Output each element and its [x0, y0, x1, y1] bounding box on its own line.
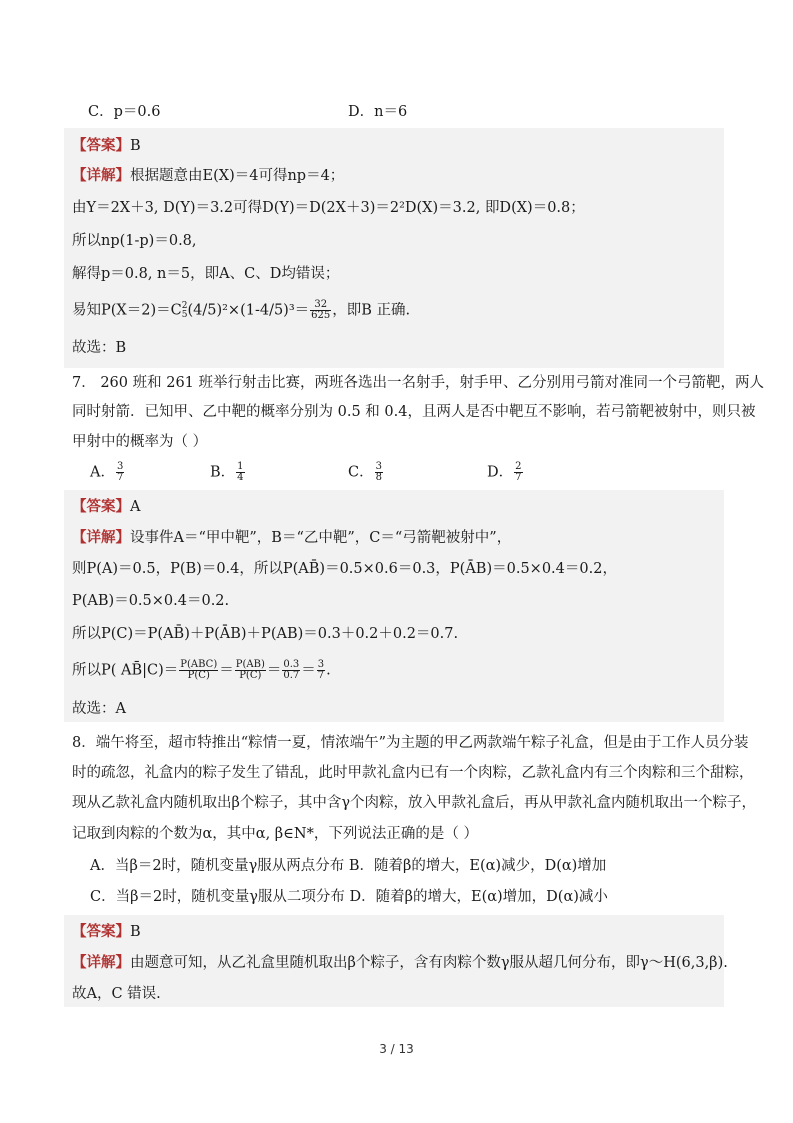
q7-stem-line-3: 甲射中的概率为（ ）	[72, 434, 208, 450]
prev-conclusion: 故选：B	[72, 340, 127, 356]
q8-stem-line-2: 时的疏忽，礼盒内的粽子发生了错乱，此时甲款礼盒内已有一个肉粽，乙款礼盒内有三个肉粽和三个甜粽，	[72, 765, 754, 781]
q7-conclusion: 故选：A	[72, 701, 126, 717]
q7-answer: 【答案】A	[72, 499, 141, 515]
prev-detail-line-1: 【详解】根据题意由E(X)＝4可得np＝4；	[72, 168, 345, 184]
q7-detail-line-1: 【详解】设事件A＝“甲中靶”，B＝“乙中靶”，C＝“弓箭靶被射中”，	[72, 530, 512, 546]
q7-stem-line-2: 同时射箭．已知甲、乙中靶的概率分别为 0.5 和 0.4，且两人是否中靶互不影响，若弓箭靶被射中，则只被	[72, 404, 756, 420]
q7-detail-line-4: 所以P(C)＝P(AB̄)＋P(ĀB)＋P(AB)＝0.3＋0.2＋0.2＝0.7.	[72, 626, 459, 642]
q7-option-a: A． $\frac{3}{7}$	[90, 461, 124, 483]
q7-detail-line-3: P(AB)＝0.5×0.4＝0.2.	[72, 593, 230, 609]
q8-detail-line-2: 故A，C 错误.	[72, 986, 161, 1002]
q8-options-ab: A．当β＝2时，随机变量γ服从两点分布 B．随着β的增大，E(α)减少，D(α)增加	[90, 858, 607, 874]
q8-stem-line-1: 8．端午将至，超市特推出“粽情一夏，情浓端午”为主题的甲乙两款端午粽子礼盒，但是由于工作人员分装	[72, 735, 749, 751]
q8-options-cd: C．当β＝2时，随机变量γ服从二项分布 D．随着β的增大，E(α)增加，D(α)减小	[90, 889, 608, 905]
prev-detail-line-2: 由Y＝2X＋3, D(Y)＝3.2可得D(Y)＝D(2X＋3)＝2²D(X)＝3.2, 即D(X)＝0.8；	[72, 200, 585, 216]
prev-answer: 【答案】B	[72, 138, 141, 154]
q7-stem-line-1: 7． 260 班和 261 班举行射击比赛，两班各选出一名射手，射手甲、乙分别用弓箭对准同一个弓箭靶，两人	[72, 375, 765, 391]
q7-option-c: C． $\frac{3}{8}$	[348, 461, 382, 483]
q7-option-b: B． $\frac{1}{4}$	[210, 461, 244, 483]
q7-detail-line-2: 则P(A)＝0.5，P(B)＝0.4，所以P(AB̄)＝0.5×0.6＝0.3，P(ĀB)＝0.5×0.4＝0.2，	[72, 561, 617, 577]
prev-option-c: C．p＝0.6	[88, 104, 161, 120]
prev-option-d: D．n＝6	[348, 104, 408, 120]
prev-detail-line-5: 易知P(X＝2)＝C 2 5 (4/5)²×(1-4/5)³＝ $\frac{32}{625}$ ，即B 正确.	[72, 299, 411, 321]
q8-stem-line-3: 现从乙款礼盒内随机取出β个粽子，其中含γ个肉粽，放入甲款礼盒后，再从甲款礼盒内随机取出一个粽子，	[72, 795, 757, 811]
q8-stem-line-4: 记取到肉粽的个数为α，其中α, β∈N*，下列说法正确的是（ ）	[72, 826, 478, 842]
prev-detail-line-3: 所以np(1-p)＝0.8,	[72, 233, 197, 249]
q7-option-d: D． $\frac{2}{7}$	[487, 461, 522, 483]
q8-detail-line-1: 【详解】由题意可知，从乙礼盒里随机取出β个粽子，含有肉粽个数γ服从超几何分布，即γ～H(6,3,β).	[72, 955, 728, 971]
q7-detail-line-5: 所以P( AB̄|C)＝ $\frac{\text{P(ABC)}}{P(C)}$ ＝ $\frac{P(AB)}{P(C)}$ ＝ $\frac{0.3}{0.7}$ ＝ $\frac{3}{7}$ .	[72, 659, 331, 681]
page-number: 3 / 13	[379, 1042, 414, 1056]
prev-detail-line-4: 解得p＝0.8, n＝5，即A、C、D均错误；	[72, 266, 340, 282]
q8-answer: 【答案】B	[72, 924, 141, 940]
